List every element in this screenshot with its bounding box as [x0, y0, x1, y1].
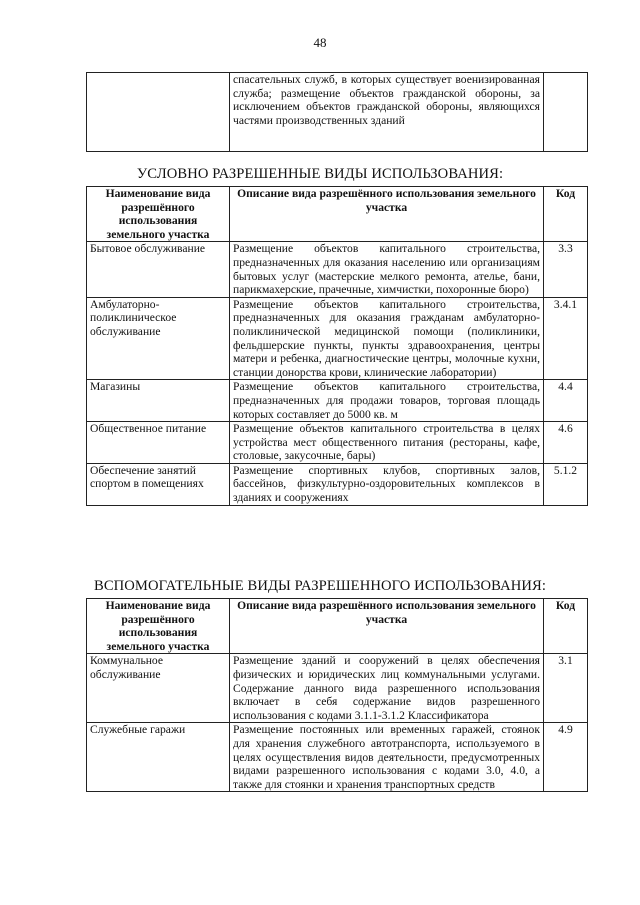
row-description-cell: Размещение спортивных клубов, спортивных залов, бассейнов, физкультурно-оздоровительных комплексов в зданиях и сооружениях: [230, 463, 544, 505]
row-code-cell: [544, 73, 588, 152]
row-description-cell: Размещение объектов капитального строительства в целях устройства мест общественного питания (рестораны, кафе, столовые, закусочные, бары): [230, 422, 544, 464]
row-code-cell: 3.1: [544, 654, 588, 723]
table-row: [87, 463, 588, 505]
row-code-cell: 4.4: [544, 380, 588, 422]
row-description-cell: Размещение объектов капитального строительства, предназначенных для оказания гражданам амбулаторно-поликлинической медицинской помощи (поликлиники, фельдшерские пункты, пункты здравоохранения, центры матери и ребенка, диагностические центры, молочные кухни, станции донорства крови, клинические лаборатории): [230, 297, 544, 380]
table-row: [87, 380, 588, 422]
table-row: [87, 73, 588, 152]
table-row: [87, 723, 588, 792]
table-row: [87, 242, 588, 297]
table-row: [87, 297, 588, 380]
conditional-uses-table: [86, 186, 588, 506]
row-name-cell: Служебные гаражи: [87, 723, 230, 792]
table-header-row: [87, 187, 588, 242]
header-code: Код: [544, 187, 588, 242]
header-name: Наименование вида разрешённого использования земельного участка: [87, 187, 230, 242]
row-description-cell: Размещение зданий и сооружений в целях обеспечения физических и юридических лиц коммунальными услугами. Содержание данного вида разрешенного использования включает в себя содержание видов разрешенного использования с кодами 3.1.1-3.1.2 Классификатора: [230, 654, 544, 723]
row-description-cell: спасательных служб, в которых существует военизированная служба; размещение объектов гражданской обороны, за исключением объектов гражданской обороны, являющихся частями производственных зданий: [230, 73, 544, 152]
row-name-cell: Бытовое обслуживание: [87, 242, 230, 297]
header-description: Описание вида разрешённого использования земельного участка: [230, 599, 544, 654]
header-description: Описание вида разрешённого использования земельного участка: [230, 187, 544, 242]
row-name-cell: Амбулаторно-поликлиническое обслуживание: [87, 297, 230, 380]
row-code-cell: 4.6: [544, 422, 588, 464]
row-description-cell: Размещение постоянных или временных гаражей, стоянок для хранения служебного автотранспорта, используемого в целях осуществления видов деятельности, предусмотренных видами разрешенного использования с кодами 3.0, 4.0, а также для стоянки и хранения транспортных средств: [230, 723, 544, 792]
row-description-cell: Размещение объектов капитального строительства, предназначенных для оказания населению или организациям бытовых услуг (мастерские мелкого ремонта, ателье, бани, парикмахерские, прачечные, химчистки, похоронные бюро): [230, 242, 544, 297]
conditional-section-heading: УСЛОВНО РАЗРЕШЕННЫЕ ВИДЫ ИСПОЛЬЗОВАНИЯ:: [136, 166, 504, 182]
row-code-cell: 5.1.2: [544, 463, 588, 505]
row-code-cell: 4.9: [544, 723, 588, 792]
page-number: 48: [313, 35, 327, 50]
row-name-cell: Коммунальное обслуживание: [87, 654, 230, 723]
table-row: [87, 654, 588, 723]
row-code-cell: 3.4.1: [544, 297, 588, 380]
header-name: Наименование вида разрешённого использования земельного участка: [87, 599, 230, 654]
row-name-cell: [87, 73, 230, 152]
table-header-row: [87, 599, 588, 654]
continuation-table: [86, 72, 588, 152]
row-code-cell: 3.3: [544, 242, 588, 297]
header-code: Код: [544, 599, 588, 654]
table-row: [87, 422, 588, 464]
row-name-cell: Обеспечение занятий спортом в помещениях: [87, 463, 230, 505]
row-name-cell: Магазины: [87, 380, 230, 422]
row-description-cell: Размещение объектов капитального строительства, предназначенных для продажи товаров, торговая площадь которых составляет до 5000 кв. м: [230, 380, 544, 422]
auxiliary-section-heading: ВСПОМОГАТЕЛЬНЫЕ ВИДЫ РАЗРЕШЕННОГО ИСПОЛЬЗОВАНИЯ:: [93, 578, 546, 594]
auxiliary-uses-table: [86, 598, 588, 792]
row-name-cell: Общественное питание: [87, 422, 230, 464]
